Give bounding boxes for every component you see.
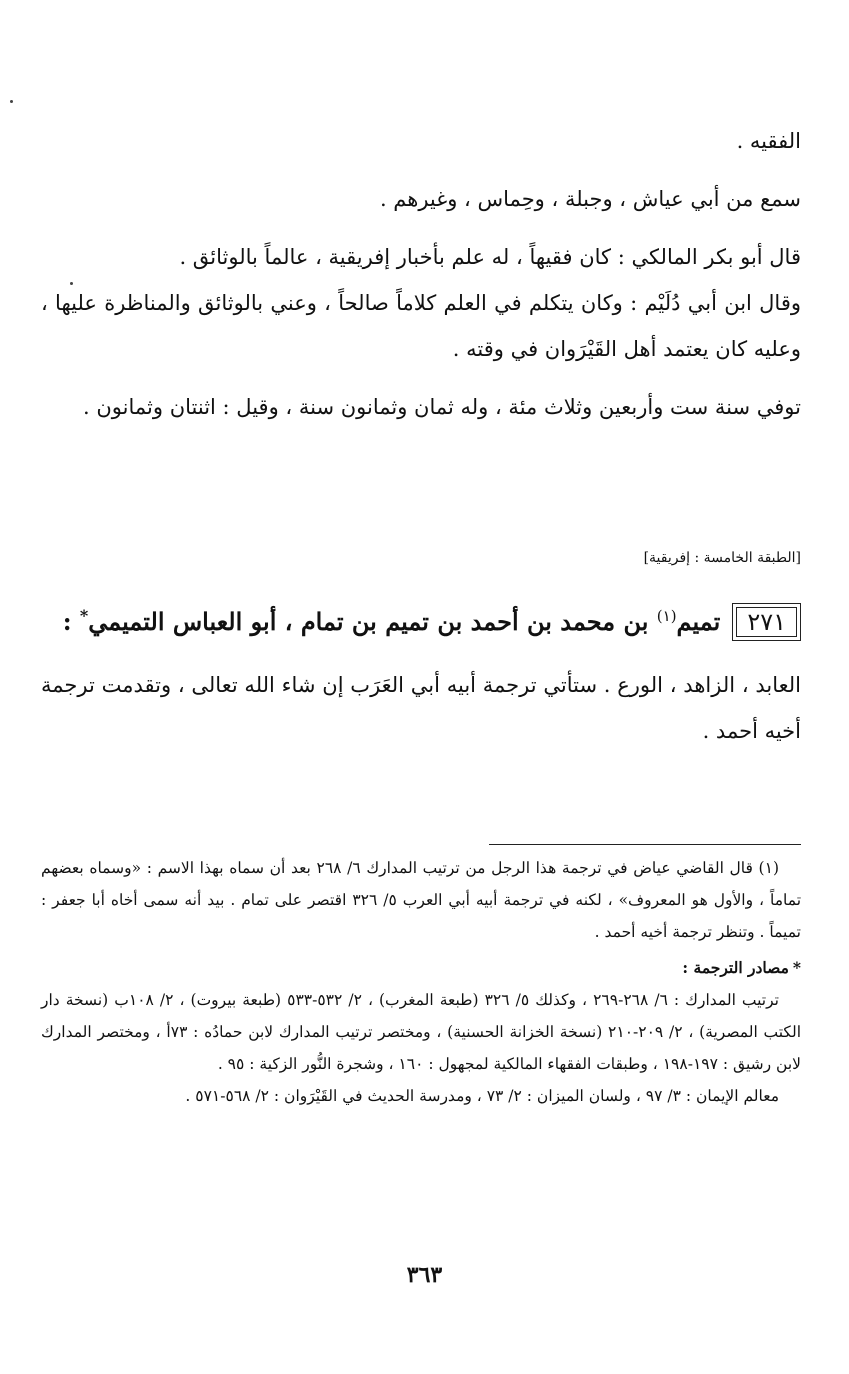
paragraph: الفقيه . [736, 129, 801, 153]
scan-speck [10, 100, 13, 103]
paragraph: قال أبو بكر المالكي : كان فقيهاً ، له علم بأخبار إفريقية ، عالماً بالوثائق . [179, 245, 801, 269]
star-marker: * [792, 958, 801, 977]
paragraph: وقال ابن أبي دُلَيْم : وكان يتكلم في العلم كلاماً صالحاً ، وعني بالوثائق والمناظرة عليها ، وعليه كان يعتمد أهل القَيْرَوان في وقته . [41, 291, 801, 361]
scan-speck [70, 282, 73, 285]
sources-heading [41, 952, 801, 984]
sources-paragraph-2: معالم الإيمان : ٣/ ٩٧ ، ولسان الميزان : ٢/ ٧٣ ، ومدرسة الحديث في القَيْرَوان : ٢/ ٥٦٨-٥٧١ . [185, 1087, 779, 1105]
biography-entry [41, 590, 801, 754]
sources-paragraph-1: ترتيب المدارك : ٦/ ٢٦٨-٢٦٩ ، وكذلك ٥/ ٣٢٦ (طبعة المغرب) ، ٢/ ٥٣٢-٥٣٣ (طبعة بيروت) ، ٢/ ١٠٨ب (نسخة دار الكتب المصرية) ، ٢/ ٢٠٩-٢١٠ (نسخة الخزانة الحسنية) ، ومختصر ترتيب المدارك لابن حمادُه : ٧٣أ ، ومختصر المدارك لابن رشيق : ١٩٧-١٩٨ ، وطبقات الفقهاء المالكية لمجهول : ١٦٠ ، وشجرة النُّور الزكية : ٩٥ . [41, 991, 801, 1073]
paragraph: توفي سنة ست وأربعين وثلاث مئة ، وله ثمان وثمانون سنة ، وقيل : اثنتان وثمانون . [83, 395, 801, 419]
page-number: ٣٦٣ [406, 1262, 443, 1288]
entry-colon: : [62, 607, 80, 636]
main-text [41, 118, 801, 442]
entry-body: العابد ، الزاهد ، الورع . ستأتي ترجمة أبيه أبي العَرَب إن شاء الله تعالى ، وتقدمت ترجمة أخيه أحمد . [41, 673, 801, 743]
entry-name-start: تميم [676, 607, 721, 636]
footnote-1: (١) قال القاضي عياض في ترجمة هذا الرجل من ترتيب المدارك ٦/ ٢٦٨ بعد أن سماه بهذا الاسم : «وسماه بعضهم تماماً ، والأول هو المعروف» ، لكنه في ترجمة أبيه أبي العرب ٥/ ٣٢٦ اقتصر على تمام . بيد أنه سمى أخاه أبا جعفر : تميماً . وتنظر ترجمة أخيه أحمد . [41, 859, 802, 941]
footnote-marker: (١) [656, 607, 677, 625]
footnote-divider [489, 844, 801, 845]
entry-heading [41, 590, 801, 648]
footnotes [41, 852, 801, 1112]
sources-star-marker: * [79, 606, 89, 625]
paragraph: سمع من أبي عياش ، وجبلة ، وحِماس ، وغيرهم . [379, 187, 801, 211]
section-tag: [الطبقة الخامسة : إفريقية] [643, 550, 801, 566]
sources-heading-text: مصادر الترجمة : [682, 958, 789, 977]
entry-number-box: ٢٧١ [732, 603, 801, 641]
entry-name-rest: بن محمد بن أحمد بن تميم بن تمام ، أبو العباس التميمي [88, 607, 657, 636]
